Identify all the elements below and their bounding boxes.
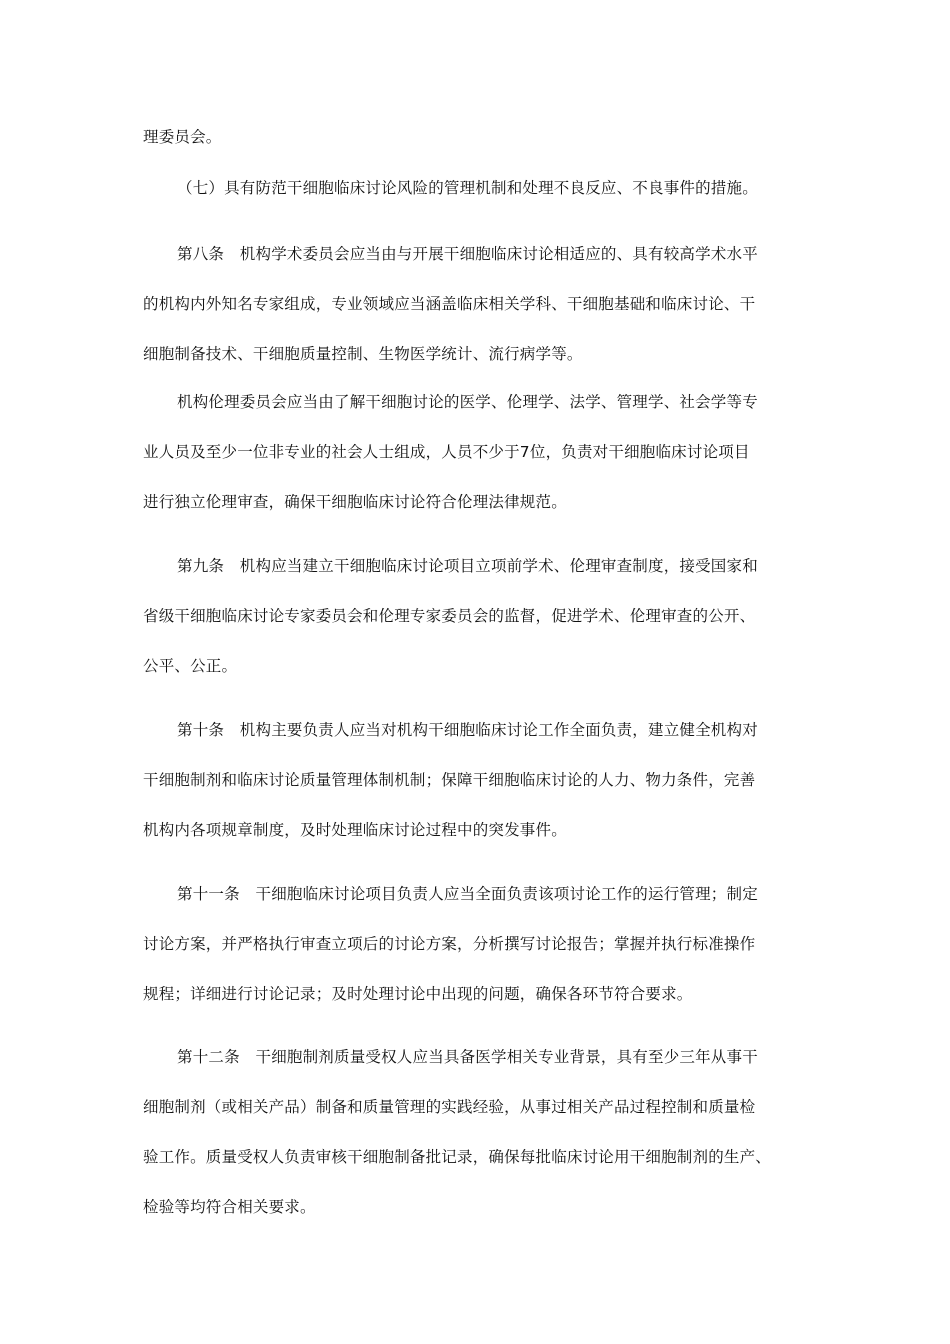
article-12-line-3: 验工作。质量受权人负责审核干细胞制备批记录，确保每批临床讨论用干细胞制剂的生产、: [143, 1148, 772, 1166]
text-line-2: （七）具有防范干细胞临床讨论风险的管理机制和处理不良反应、不良事件的措施。: [177, 179, 758, 197]
article-8-line-2: 的机构内外知名专家组成，专业领域应当涵盖临床相关学科、干细胞基础和临床讨论、干: [143, 295, 756, 313]
text-line-1: 理委员会。: [143, 128, 222, 146]
ethics-paragraph-line-2: 业人员及至少一位非专业的社会人士组成，人员不少于7位，负责对干细胞临床讨论项目: [143, 443, 750, 461]
article-12-line-4: 检验等均符合相关要求。: [143, 1198, 316, 1216]
article-8-line-3: 细胞制备技术、干细胞质量控制、生物医学统计、流行病学等。: [143, 345, 583, 363]
article-10-line-1: 第十条 机构主要负责人应当对机构干细胞临床讨论工作全面负责，建立健全机构对: [177, 721, 758, 739]
ethics-paragraph-line-3: 进行独立伦理审查，确保干细胞临床讨论符合伦理法律规范。: [143, 493, 567, 511]
article-11-line-2: 讨论方案，并严格执行审查立项后的讨论方案，分析撰写讨论报告；掌握并执行标准操作: [143, 935, 756, 953]
article-9-line-3: 公平、公正。: [143, 657, 238, 675]
article-12-line-1: 第十二条 干细胞制剂质量受权人应当具备医学相关专业背景，具有至少三年从事干: [177, 1048, 758, 1066]
ethics-paragraph-line-1: 机构伦理委员会应当由了解干细胞讨论的医学、伦理学、法学、管理学、社会学等专: [177, 393, 758, 411]
article-8-line-1: 第八条 机构学术委员会应当由与开展干细胞临床讨论相适应的、具有较高学术水平: [177, 245, 758, 263]
article-11-line-1: 第十一条 干细胞临床讨论项目负责人应当全面负责该项讨论工作的运行管理；制定: [177, 885, 758, 903]
article-12-line-2: 细胞制剂（或相关产品）制备和质量管理的实践经验，从事过相关产品过程控制和质量检: [143, 1098, 756, 1116]
article-10-line-3: 机构内各项规章制度，及时处理临床讨论过程中的突发事件。: [143, 821, 567, 839]
article-9-line-1: 第九条 机构应当建立干细胞临床讨论项目立项前学术、伦理审查制度，接受国家和: [177, 557, 758, 575]
article-11-line-3: 规程；详细进行讨论记录；及时处理讨论中出现的问题，确保各环节符合要求。: [143, 985, 693, 1003]
article-10-line-2: 干细胞制剂和临床讨论质量管理体制机制；保障干细胞临床讨论的人力、物力条件，完善: [143, 771, 756, 789]
article-9-line-2: 省级干细胞临床讨论专家委员会和伦理专家委员会的监督，促进学术、伦理审查的公开、: [143, 607, 756, 625]
